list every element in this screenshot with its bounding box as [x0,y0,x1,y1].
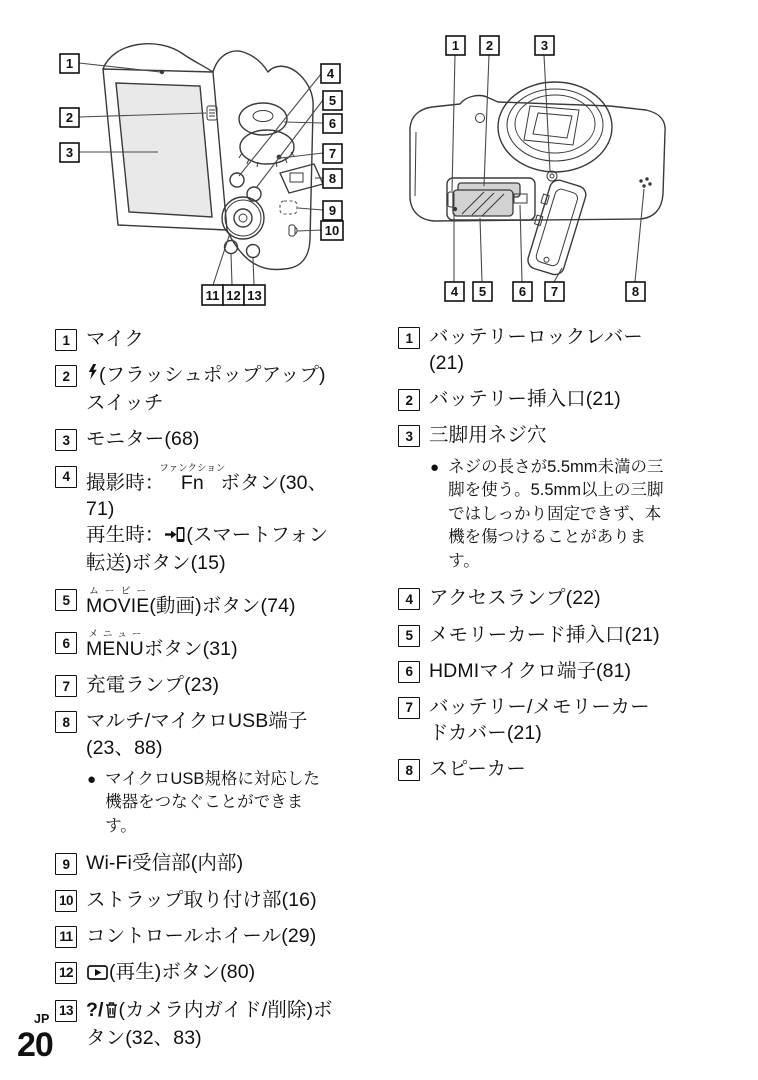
item-label: Wi-Fi受信部(内部) [86,852,244,875]
callout-5 [473,282,492,301]
list-item [55,887,333,913]
list-item [55,708,333,840]
callout-1 [446,36,465,55]
bullet-icon: ● [430,458,440,476]
callout-7 [323,144,342,163]
list-item [55,923,333,949]
item-number: 1 [398,327,420,349]
item-label: 撮影時：Fnファンクションボタン(30、 71) 再生時： (スマートフォン転送)ボタン(15) [86,462,329,574]
callout-8 [323,169,342,188]
callout-4 [445,282,464,301]
item-label: ストラップ取り付け部(16) [86,888,317,911]
svg-text:2: 2 [65,110,74,125]
svg-text:6: 6 [518,284,527,299]
item-number: 3 [398,425,420,447]
callout-3 [60,143,79,162]
callout-11 [202,285,223,305]
callout-1 [60,54,79,73]
callout-2 [60,108,79,127]
list-item [55,672,333,698]
item-number: 6 [55,632,77,654]
bottom-parts-list [398,324,668,792]
list-item [398,622,668,648]
callout-13 [244,285,265,305]
item-number: 5 [398,625,420,647]
callout-3 [535,36,554,55]
svg-text:4: 4 [450,284,459,299]
item-number: 6 [398,661,420,683]
callout-9 [323,201,342,220]
menu-ruby: MENUメニュー [86,629,144,661]
callout-10 [321,221,343,240]
item-number: 1 [55,329,77,351]
item-number: 7 [55,675,77,697]
svg-text:3: 3 [65,145,74,160]
camera-rear-view-diagram [18,28,390,330]
item-note: ● ネジの長さが5.5mm未満の三脚を使う。5.5mm以上の三脚ではしっかり固定できず、本機を傷つけることがあります。 [429,456,668,574]
item-label: MENUメニューボタン(31) [86,629,238,661]
footer-region-label: JP [34,1012,50,1026]
callout-8 [626,282,645,301]
item-label: バッテリーロックレバー(21) [429,326,643,375]
svg-text:11: 11 [205,288,220,303]
list-item [55,463,333,577]
item-number: 11 [55,926,77,948]
svg-text:5: 5 [478,284,487,299]
list-item [55,326,333,352]
item-label: マイク [86,328,145,350]
svg-text:6: 6 [328,116,337,131]
movie-ruby: MOVIEムービー [86,586,150,617]
item-number: 12 [55,962,77,984]
rear-parts-list [55,326,333,1061]
list-item [55,362,333,416]
callout-12 [223,285,244,305]
callout-6 [513,282,532,301]
item-number: 4 [398,588,420,610]
item-label: メモリーカード挿入口(21) [429,623,660,646]
list-item [398,422,668,575]
list-item [55,850,333,876]
item-label: (再生)ボタン(80) [86,959,255,987]
svg-text:4: 4 [326,66,335,81]
callout-6 [323,114,342,133]
item-label: 三脚用ネジ穴 ● ネジの長さが5.5mm未満の三脚を使う。5.5mm以上の三脚ではしっかり固定できず、本機を傷つけることがあります。 [429,422,668,575]
flash-icon [87,364,98,390]
svg-text:2: 2 [485,38,494,53]
svg-text:13: 13 [247,288,262,303]
svg-text:8: 8 [631,284,640,299]
item-label: コントロールホイール(29) [86,924,317,947]
svg-text:8: 8 [328,171,337,186]
item-number: 3 [55,429,77,451]
item-label: アクセスランプ(22) [429,587,601,610]
bullet-icon: ● [87,770,97,788]
list-item [55,997,333,1051]
smartphone-transfer-icon [165,524,185,550]
svg-text:10: 10 [324,223,340,238]
item-label: バッテリー/メモリーカードカバー(21) [429,695,650,744]
item-number: 8 [398,759,420,781]
item-number: 13 [55,1000,77,1022]
list-item [55,586,333,619]
item-label: マルチ/マイクロUSB端子(23、88) ● マイクロUSB規格に対応した機器をつなぐことができます。 [86,708,333,840]
svg-text:1: 1 [65,56,74,71]
item-label: ?/ (カメラ内ガイド/削除)ボタン(32、83) [86,998,333,1050]
svg-text:3: 3 [540,38,549,53]
item-label: (フラッシュポップアップ)スイッチ [86,364,326,415]
item-label: HDMIマイクロ端子(81) [429,659,632,682]
list-item [398,658,668,684]
page-footer [17,1013,53,1062]
callout-2 [480,36,499,55]
fn-ruby: Fnファンクション [159,462,226,494]
item-number: 2 [55,365,77,387]
list-item [398,756,668,782]
svg-text:5: 5 [328,93,337,108]
list-item [55,959,333,987]
item-number: 7 [398,697,420,719]
svg-text:1: 1 [451,38,460,53]
list-item [55,426,333,452]
trash-icon [105,999,118,1025]
list-item [55,629,333,662]
item-label: MOVIEムービー(動画)ボタン(74) [86,586,296,617]
svg-text:12: 12 [226,288,241,303]
list-item [398,694,668,746]
svg-text:7: 7 [550,284,559,299]
footer-page-number: 20 [17,1025,53,1064]
item-number: 10 [55,890,77,912]
callout-5 [323,91,342,110]
list-item [398,386,668,412]
list-item [398,324,668,376]
svg-text:9: 9 [328,203,337,218]
item-number: 5 [55,589,77,611]
list-item [398,585,668,611]
item-label: スピーカー [429,758,526,781]
item-number: 9 [55,853,77,875]
camera-bottom-body [410,82,665,277]
svg-text:7: 7 [328,146,337,161]
play-icon [87,961,108,987]
item-label: バッテリー挿入口(21) [429,388,621,411]
item-label: 充電ランプ(23) [86,674,220,697]
callout-7 [545,282,564,301]
item-number: 8 [55,711,77,733]
camera-bottom-view-diagram [392,28,742,330]
battery-cover-door [522,177,588,277]
item-number: 4 [55,466,77,488]
callout-4 [321,64,340,83]
item-label: モニター(68) [86,428,200,451]
item-note: ● マイクロUSB規格に対応した機器をつなぐことができます。 [86,768,333,839]
item-number: 2 [398,389,420,411]
